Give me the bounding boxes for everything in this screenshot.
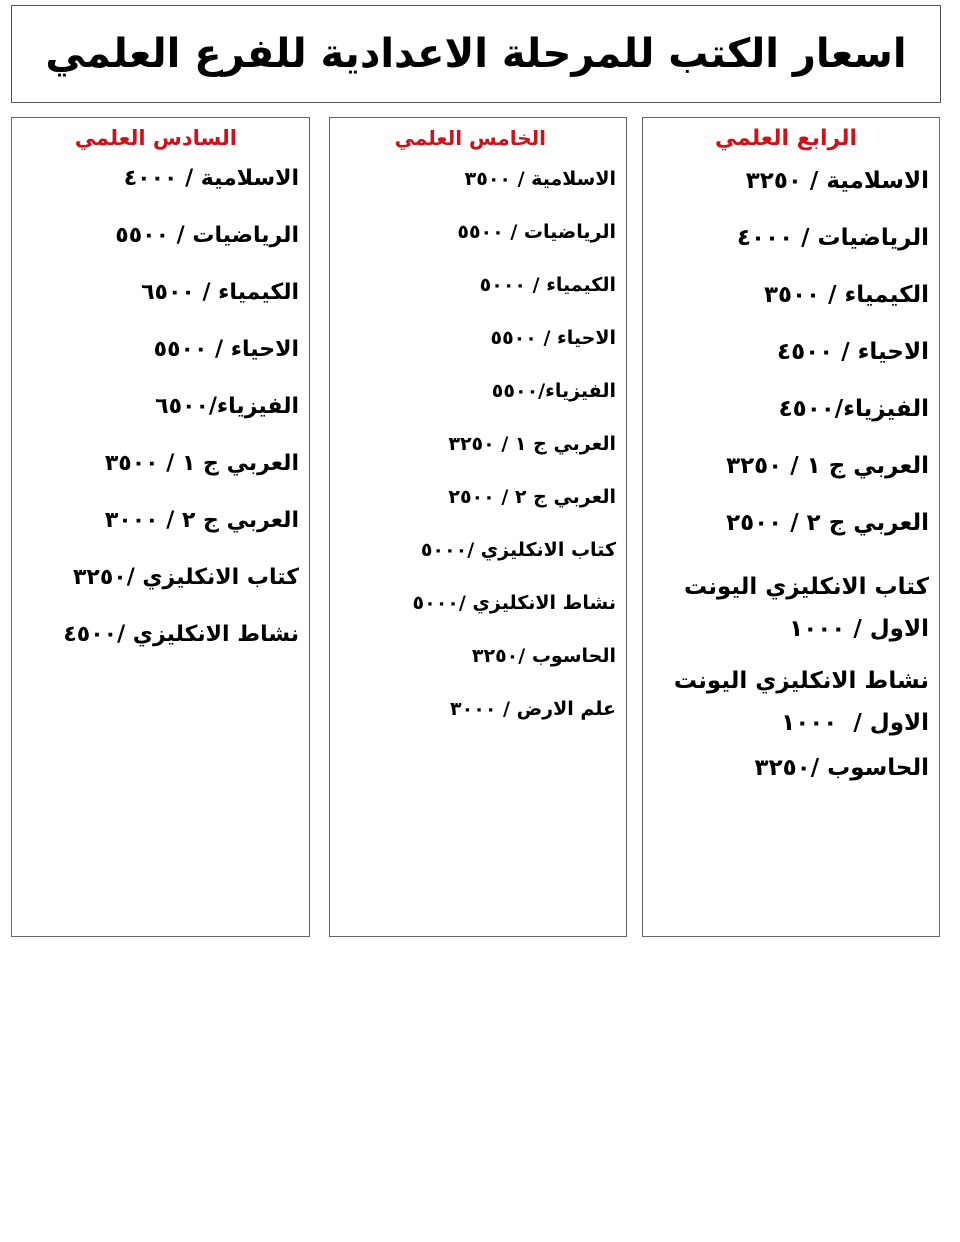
price-item: نشاط الانكليزي /٤٥٠٠ <box>63 622 299 647</box>
price-item: العربي ج ٢ / ٢٥٠٠ <box>448 486 616 508</box>
price-item: الاحياء / ٥٥٠٠ <box>153 337 299 362</box>
price-item: العربي ج ١ / ٣٢٥٠ <box>726 453 929 479</box>
price-item: الاسلامية / ٤٠٠٠ <box>123 166 299 191</box>
price-list <box>330 166 616 723</box>
price-item: الاسلامية / ٣٢٥٠ <box>745 168 929 194</box>
price-list <box>643 167 929 783</box>
column-fifth-scientific <box>329 117 627 937</box>
price-item: العربي ج ٢ / ٢٥٠٠ <box>726 510 929 536</box>
price-item: الحاسوب /٣٢٥٠ <box>754 755 929 781</box>
price-item: الاحياء / ٥٥٠٠ <box>490 327 616 349</box>
column-sixth-scientific <box>11 117 310 937</box>
price-item: العربي ج ١ / ٣٥٠٠ <box>104 451 299 476</box>
price-item: الفيزياء/٥٥٠٠ <box>491 380 616 402</box>
column-fourth-scientific <box>642 117 940 937</box>
price-item: الحاسوب /٣٢٥٠ <box>471 645 616 667</box>
column-heading: الخامس العلمي <box>394 126 546 150</box>
price-item: الفيزياء/٤٥٠٠ <box>778 396 929 422</box>
column-heading: الرابع العلمي <box>714 126 857 151</box>
price-item: الاسلامية / ٣٥٠٠ <box>464 168 616 190</box>
price-item: كتاب الانكليزي /٥٠٠٠ <box>420 539 616 561</box>
price-item: نشاط الانكليزي /٥٠٠٠ <box>412 592 616 614</box>
price-item: علم الارض / ٣٠٠٠ <box>450 698 616 720</box>
price-item: الكيمياء / ٣٥٠٠ <box>763 282 929 308</box>
price-item: الكيمياء / ٦٥٠٠ <box>141 280 299 305</box>
price-item: العربي ج ٢ / ٣٠٠٠ <box>104 508 299 533</box>
column-heading: السادس العلمي <box>74 126 237 150</box>
price-item: الرياضيات / ٥٥٠٠ <box>115 223 299 248</box>
price-item: الاحياء / ٤٥٠٠ <box>777 339 929 365</box>
price-item: كتاب الانكليزي اليونت الاول / ١٠٠٠ <box>675 574 929 642</box>
page-title: اسعار الكتب للمرحلة الاعدادية للفرع العلمي <box>45 31 907 77</box>
price-item: الكيمياء / ٥٠٠٠ <box>479 274 616 296</box>
price-item: الرياضيات / ٤٠٠٠ <box>736 225 929 251</box>
price-item: العربي ج ١ / ٣٢٥٠ <box>448 433 616 455</box>
price-item: نشاط الانكليزي اليونت الاول / ١٠٠٠ <box>665 668 929 736</box>
price-item: كتاب الانكليزي /٣٢٥٠ <box>72 565 299 590</box>
title-box <box>11 5 941 103</box>
price-item: الفيزياء/٦٥٠٠ <box>155 394 299 419</box>
price-list <box>12 164 299 649</box>
price-item: الرياضيات / ٥٥٠٠ <box>457 221 616 243</box>
